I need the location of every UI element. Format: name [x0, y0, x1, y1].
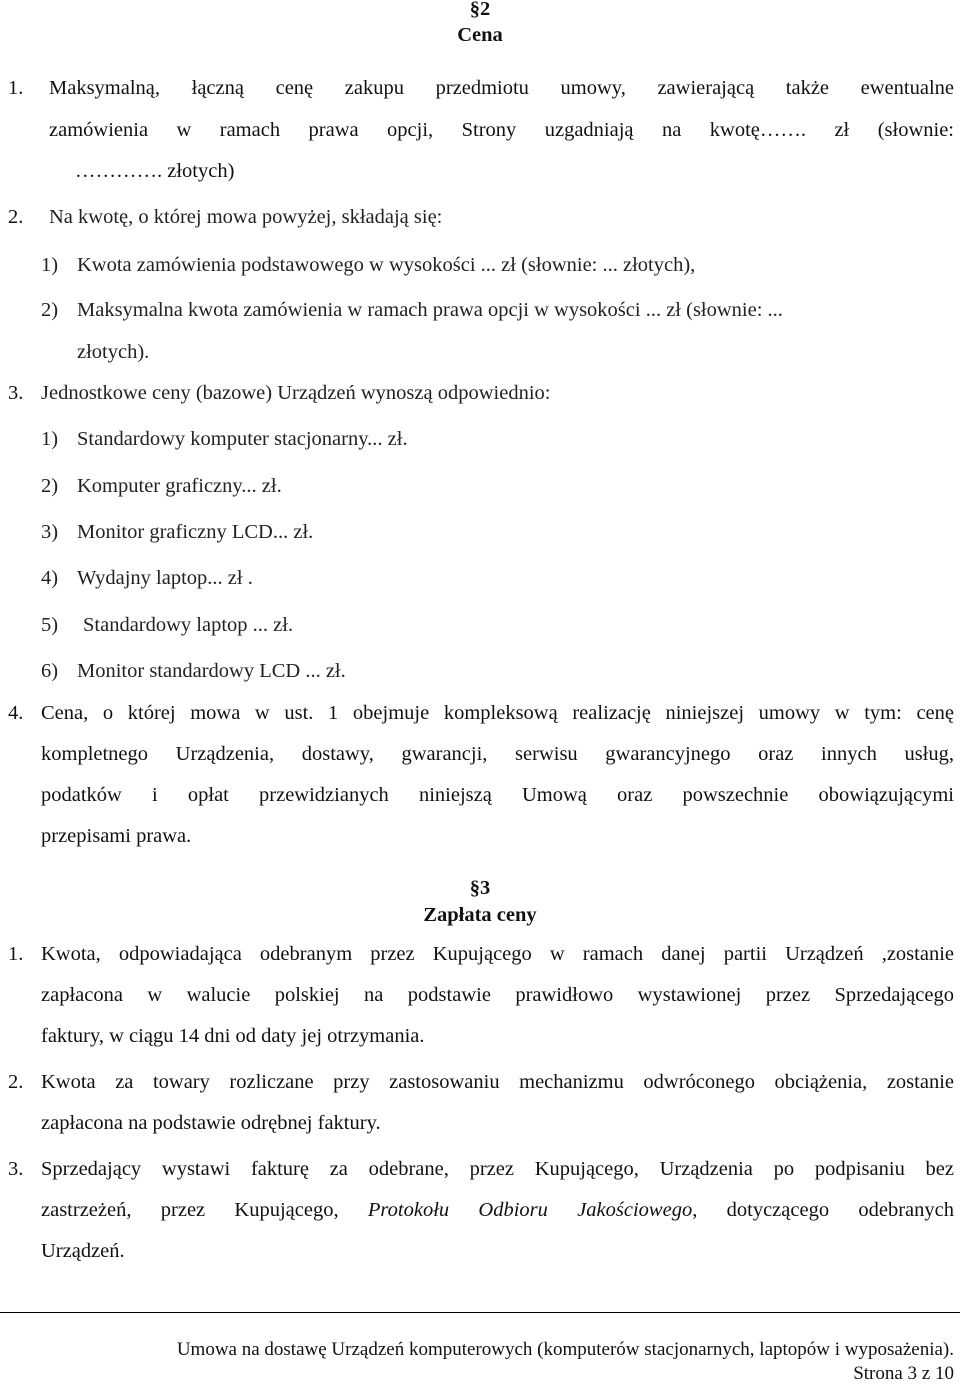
list-item-number: 4): [41, 567, 59, 589]
list-item-text: Standardowy laptop ... zł.: [83, 614, 294, 636]
paragraph-line: Maksymalną, łączną cenę zakupu przedmiotu umowy, zawierającą także ewentualne: [49, 77, 954, 99]
list-item-number: 2): [41, 299, 59, 321]
paragraph-number: 3.: [8, 1158, 24, 1180]
paragraph-line: Kwota, odpowiadająca odebranym przez Kupującego w ramach danej partii Urządzeń ,zostanie: [41, 943, 954, 965]
list-item-continuation: złotych).: [77, 341, 150, 363]
list-item-text: Kwota zamówienia podstawowego w wysokości ... zł (słownie: ... złotych),: [77, 254, 696, 276]
paragraph-text: Jednostkowe ceny (bazowe) Urządzeń wynoszą odpowiednio:: [41, 382, 551, 404]
line-text: zastrzeżeń, przez Kupującego,: [41, 1199, 339, 1221]
paragraph-line-mixed: [41, 1199, 954, 1222]
paragraph-line: Kwota za towary rozliczane przy zastosowaniu mechanizmu odwróconego obciążenia, zostanie: [41, 1071, 954, 1093]
footer-divider: [0, 1312, 960, 1313]
page-number: Strona 3 z 10: [853, 1363, 954, 1384]
paragraph-line: faktury, w ciągu 14 dni od daty jej otrzymania.: [41, 1025, 425, 1047]
list-item-number: 1): [41, 428, 59, 450]
list-item-text: Monitor graficzny LCD... zł.: [77, 521, 314, 543]
paragraph-number: 1.: [8, 943, 24, 965]
paragraph-number: 4.: [8, 702, 24, 724]
list-item-number: 5): [41, 614, 59, 636]
paragraph-text: Na kwotę, o której mowa powyżej, składają się:: [49, 206, 443, 228]
list-item-text: Wydajny laptop... zł .: [77, 567, 253, 589]
list-item-text: Komputer graficzny... zł.: [77, 475, 282, 497]
footer-title: Umowa na dostawę Urządzeń komputerowych (komputerów stacjonarnych, laptopów i wyposażenia).: [176, 1339, 954, 1360]
paragraph-line: przepisami prawa.: [41, 825, 192, 847]
paragraph-line: zamówienia w ramach prawa opcji, Strony uzgadniają na kwotę……. zł (słownie:: [49, 119, 954, 141]
section-title: Zapłata ceny: [423, 904, 537, 926]
list-item-number: 6): [41, 660, 59, 682]
paragraph-number: 3.: [8, 382, 24, 404]
paragraph-line: …………. złotych): [75, 160, 235, 182]
paragraph-line: podatków i opłat przewidzianych niniejszą Umową oraz powszechnie obowiązującymi: [41, 784, 954, 806]
section-number: §3: [469, 877, 491, 899]
paragraph-number: 2.: [8, 1071, 24, 1093]
section-title: Cena: [457, 24, 503, 46]
italic-document-name: Protokołu Odbioru Jakościowego: [367, 1199, 693, 1221]
list-item-number: 1): [41, 254, 59, 276]
paragraph-line: Sprzedający wystawi fakturę za odebrane, przez Kupującego, Urządzenia po podpisaniu bez: [41, 1158, 954, 1180]
paragraph-line: zapłacona w walucie polskiej na podstawie prawidłowo wystawionej przez Sprzedającego: [41, 984, 954, 1006]
paragraph-line: zapłacona na podstawie odrębnej faktury.: [41, 1112, 381, 1134]
paragraph-line: Cena, o której mowa w ust. 1 obejmuje kompleksową realizację niniejszej umowy w tym: cenę: [41, 702, 954, 724]
section-number: §2: [469, 0, 491, 20]
list-item-text: Standardowy komputer stacjonarny... zł.: [77, 428, 408, 450]
list-item-number: 2): [41, 475, 59, 497]
paragraph-line: Urządzeń.: [41, 1240, 125, 1262]
list-item-number: 3): [41, 521, 59, 543]
list-item-text: Maksymalna kwota zamówienia w ramach prawa opcji w wysokości ... zł (słownie: ...: [77, 299, 783, 321]
paragraph-number: 1.: [8, 77, 24, 99]
list-item-text: Monitor standardowy LCD ... zł.: [77, 660, 346, 682]
paragraph-line: kompletnego Urządzenia, dostawy, gwarancji, serwisu gwarancyjnego oraz innych usług,: [41, 743, 954, 765]
paragraph-number: 2.: [8, 206, 24, 228]
line-text: , dotyczącego odebranych: [692, 1199, 954, 1221]
